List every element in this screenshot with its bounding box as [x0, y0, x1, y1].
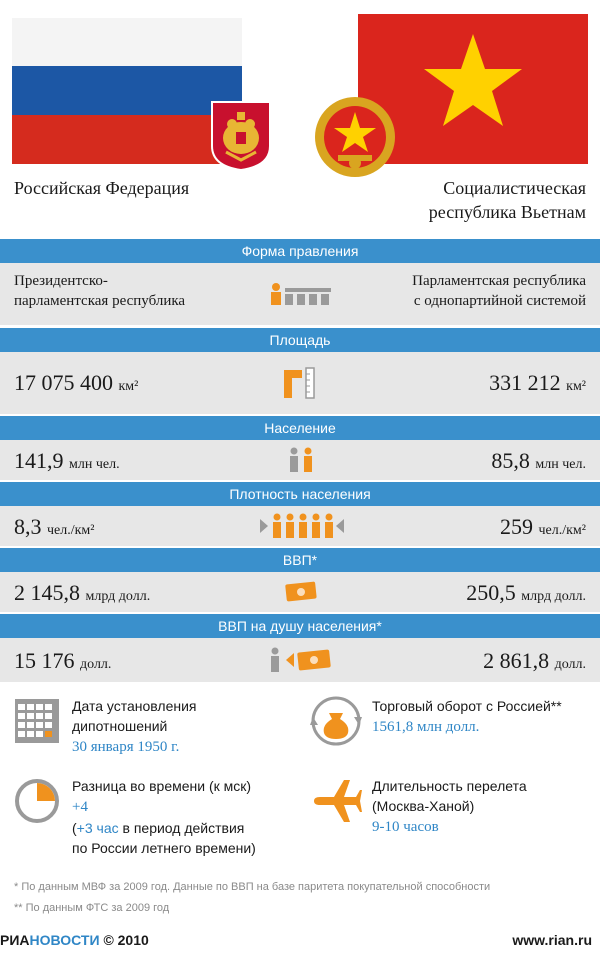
time-title: Разница во времени (к мск): [72, 778, 252, 794]
density-right-value: 259: [500, 514, 533, 539]
time-value: +4: [72, 799, 88, 815]
diplomacy-title-line1: Дата установления: [72, 698, 197, 714]
people-icon: [286, 447, 316, 473]
government-right-line1: Парламентская республика: [412, 273, 586, 289]
population-right-value: 85,8: [491, 448, 530, 473]
time-note-line2: по России летнего времени): [72, 840, 256, 856]
vietnam-emblem-icon: [310, 95, 400, 183]
gdp-header: ВВП*: [0, 548, 600, 572]
gdp-row: [0, 572, 600, 612]
government-left-line1: Президентско-: [14, 273, 108, 289]
density-left-unit: чел./км²: [47, 523, 95, 538]
population-row: [0, 440, 600, 480]
flight-value: 9-10 часов: [372, 819, 439, 835]
government-row: [0, 263, 600, 325]
time-note-highlight: +3 час: [76, 820, 119, 836]
footnote-2: ** По данным ФТС за 2009 год: [14, 902, 170, 914]
population-right: [491, 448, 586, 474]
gdp-left-unit: млрд долл.: [85, 589, 151, 604]
gdp-per-capita-left: [14, 648, 111, 674]
diplomacy-title-line2: дипотношений: [72, 718, 168, 734]
money-icon: [284, 581, 318, 603]
government-left-line2: парламентская республика: [14, 293, 186, 309]
gdp-per-capita-right: [483, 648, 586, 674]
brand-ria: РИА: [0, 932, 30, 948]
population-left: [14, 448, 120, 474]
copyright: © 2010: [103, 932, 149, 948]
government-right-line2: с однопартийной системой: [413, 293, 586, 309]
density-row: [0, 506, 600, 546]
population-header: Население: [0, 416, 600, 440]
russia-flag: [12, 18, 242, 164]
vietnam-name-line2: республика Вьетнам: [428, 202, 586, 222]
time-note-line1: [72, 818, 244, 838]
diplomacy-date: 30 января 1950 г.: [72, 739, 180, 755]
trade-title: Торговый оборот с Россией**: [372, 698, 562, 714]
density-left-value: 8,3: [14, 514, 42, 539]
vietnam-name-line1: Социалистическая: [443, 178, 586, 198]
area-row: [0, 352, 600, 414]
flight-title-line2: (Москва-Ханой): [372, 798, 475, 814]
density-left: [14, 514, 95, 540]
density-header: Плотность населения: [0, 482, 600, 506]
footer-brand: [0, 932, 149, 948]
airplane-icon: [312, 778, 362, 824]
gdp-per-capita-header: ВВП на душу населения*: [0, 614, 600, 638]
area-left: [14, 370, 138, 396]
parliament-icon: [268, 281, 332, 307]
area-header: Площадь: [0, 328, 600, 352]
gdp-per-capita-row: [0, 638, 600, 682]
ruler-icon: [280, 364, 320, 402]
area-right-unit: км²: [566, 379, 586, 394]
crowd-icon: [260, 513, 344, 539]
footer-url[interactable]: www.rian.ru: [512, 932, 592, 948]
area-left-unit: км²: [118, 379, 139, 394]
calendar-icon: [14, 698, 60, 744]
flight-title-line1: Длительность перелета: [372, 778, 527, 794]
gdp-per-capita-left-value: 15 176: [14, 648, 75, 673]
brand-novosti: НОВОСТИ: [29, 932, 100, 948]
russia-coat-of-arms-icon: [210, 100, 272, 172]
area-left-value: 17 075 400: [14, 370, 113, 395]
time-note-rest: в период действия: [118, 820, 245, 836]
population-left-unit: млн чел.: [69, 457, 120, 472]
russia-name: Российская Федерация: [14, 178, 190, 198]
clock-icon: [14, 778, 60, 824]
gdp-per-capita-left-unit: долл.: [80, 657, 112, 672]
gdp-right-value: 250,5: [466, 580, 516, 605]
footnote-1: * По данным МВФ за 2009 год. Данные по ВВП на базе паритета покупательной способности: [14, 881, 491, 893]
trade-bag-icon: [310, 695, 362, 747]
density-right: [500, 514, 586, 540]
gdp-right: [466, 580, 586, 606]
population-left-value: 141,9: [14, 448, 64, 473]
gdp-per-capita-right-unit: долл.: [554, 657, 586, 672]
density-right-unit: чел./км²: [538, 523, 586, 538]
gdp-left-value: 2 145,8: [14, 580, 80, 605]
gdp-left: [14, 580, 150, 606]
trade-value: 1561,8 млн долл.: [372, 719, 480, 735]
area-right-value: 331 212: [489, 370, 561, 395]
time-note-open: (: [72, 820, 77, 836]
population-right-unit: млн чел.: [535, 457, 586, 472]
area-right: [489, 370, 586, 396]
person-money-icon: [268, 647, 332, 673]
government-header: Форма правления: [0, 239, 600, 263]
gdp-per-capita-right-value: 2 861,8: [483, 648, 550, 673]
gdp-right-unit: млрд долл.: [521, 589, 586, 604]
